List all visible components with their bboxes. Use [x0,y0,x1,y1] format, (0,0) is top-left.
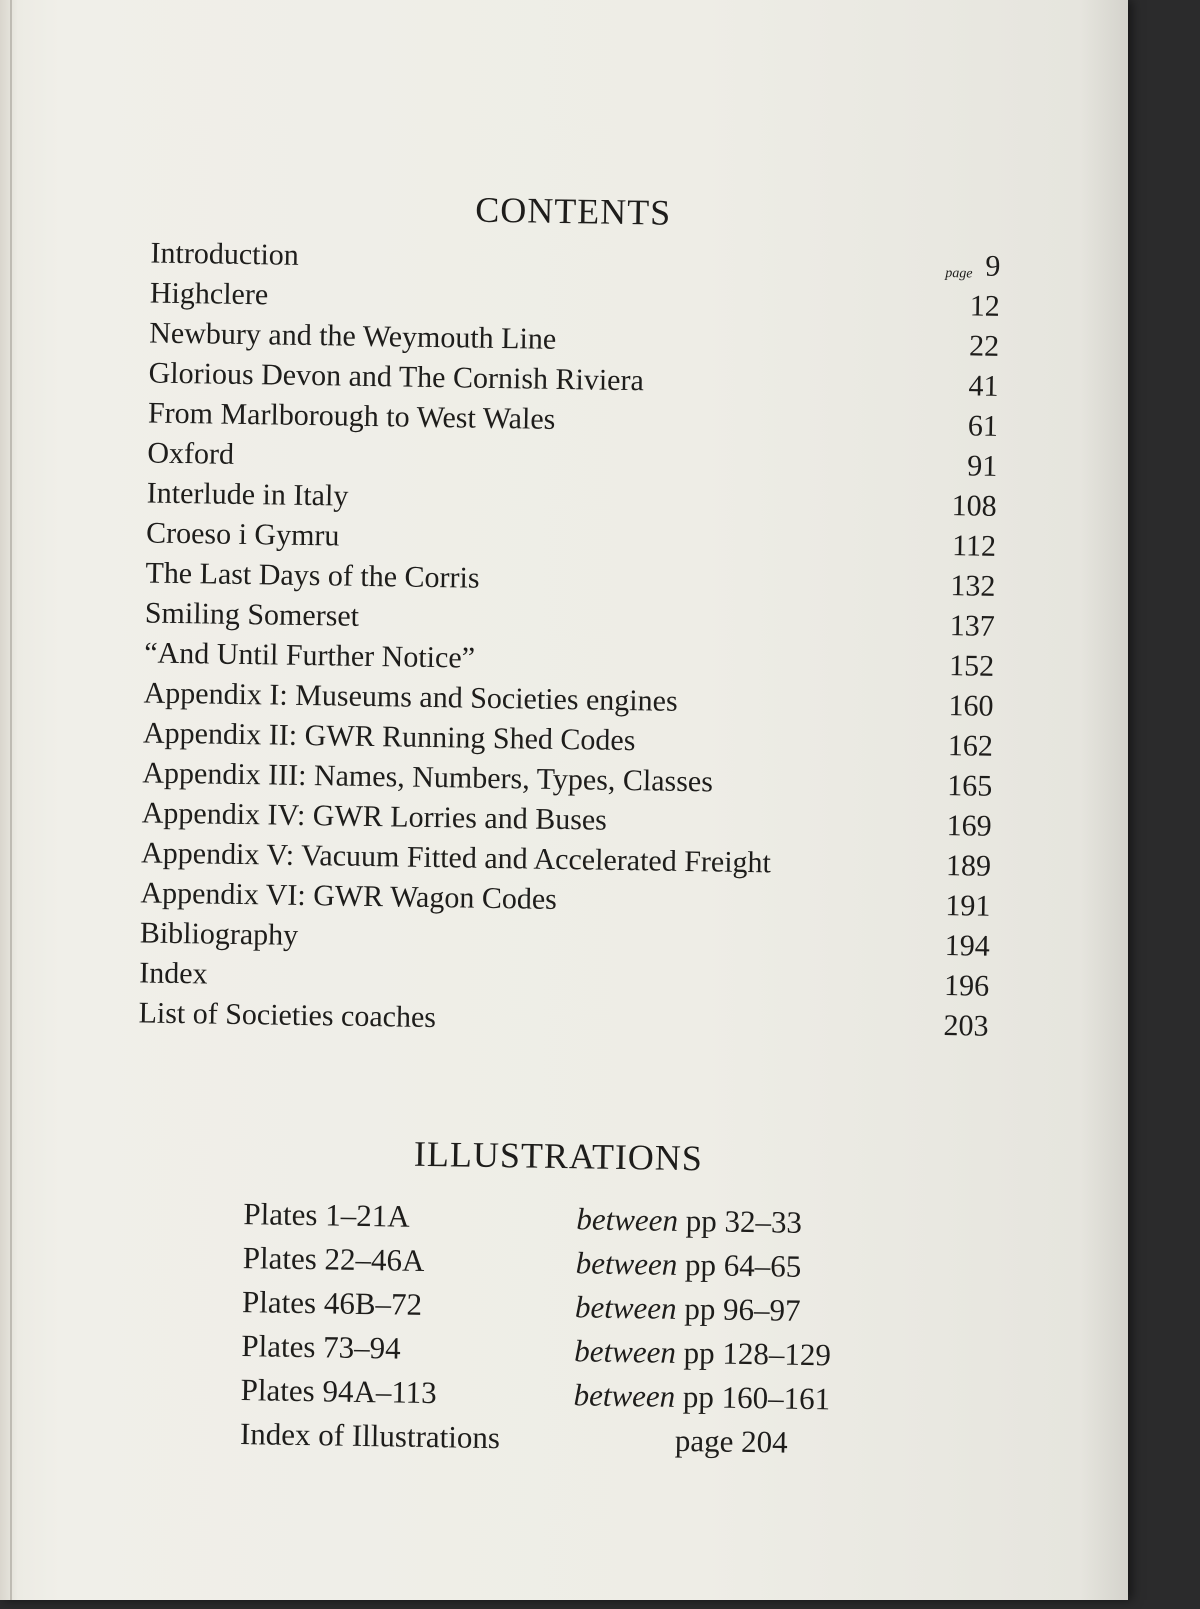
toc-entry-page: 61 [967,409,999,443]
toc-entry-title: The Last Days of the Corris [145,556,480,595]
plate-page-range: pp 64–65 [684,1247,802,1284]
toc-entry-title: Glorious Devon and The Cornish Riviera [148,356,645,398]
toc-entry-page: 112 [951,529,997,563]
toc-entry-page: 12 [969,289,1001,323]
illustrations-list [240,1192,864,1466]
plate-page-range: pp 128–129 [683,1335,832,1373]
illustrations-heading: ILLUSTRATIONS [413,1133,704,1179]
toc-entry-page: 152 [948,649,995,683]
toc-entry-page: 91 [967,449,998,483]
toc-entry-title: Croeso i Gymru [145,516,340,553]
plate-pages [573,1373,830,1421]
toc-entry-page: 191 [945,889,991,923]
toc-entry-page: 108 [951,489,997,523]
toc-entry-title: Smiling Somerset [144,596,360,633]
plate-page-range: pp 96–97 [684,1291,801,1328]
toc-entry-title: List of Societies coaches [138,996,437,1035]
toc-entry-title: Interlude in Italy [146,476,349,513]
between-word: between [574,1289,677,1326]
toc-entry-title: “And Until Further Notice” [143,636,476,675]
toc-entry-title: Index [138,956,208,991]
toc-entry-title: Appendix VI: GWR Wagon Codes [140,876,558,916]
between-word: between [576,1201,679,1238]
toc-entry-page: 132 [950,569,996,603]
toc-entry-page: 203 [943,1009,989,1043]
toc-entry-title: Appendix IV: GWR Lorries and Buses [141,796,608,837]
plate-pages [575,1241,801,1289]
toc-entry-title: Appendix II: GWR Running Shed Codes [142,716,636,758]
plate-pages [576,1197,802,1245]
between-word: between [574,1333,677,1370]
toc-entry-title: Newbury and the Weymouth Line [149,316,557,356]
toc-entry-page: 41 [968,369,999,403]
plate-range: Plates 46B–72 [241,1284,423,1322]
toc-entry-title: Highclere [149,276,269,312]
toc-entry-title: Appendix I: Museums and Societies engines [143,676,678,718]
toc-entry-title: Appendix III: Names, Numbers, Types, Classes [142,756,714,799]
illustrations-index-label: Index of Illustrations [239,1416,501,1456]
page-column-label: page [945,265,973,282]
toc-entry-title: Oxford [147,436,235,471]
toc-entry-page: 196 [943,969,990,1003]
toc-entry-page: 194 [944,929,991,963]
plate-range: Plates 1–21A [243,1196,410,1234]
between-word: between [573,1377,676,1414]
toc-entry-page: 162 [947,729,994,763]
toc-entry-title: Introduction [150,236,300,272]
toc-entry-title: Bibliography [139,916,299,952]
contents-list [138,234,1000,1047]
toc-entry-page: 165 [947,769,993,803]
plate-page-range: pp 32–33 [685,1203,803,1240]
plate-pages [575,1285,801,1333]
illustrations-index-page: page 204 [674,1422,788,1460]
toc-entry-page: 160 [948,689,994,723]
contents-heading: CONTENTS [474,189,672,233]
plate-range: Plates 94A–113 [240,1372,437,1411]
plate-range: Plates 73–94 [241,1328,401,1366]
toc-entry-page: 22 [968,329,1000,363]
toc-entry-page: 169 [946,809,992,843]
between-word: between [575,1245,678,1282]
toc-entry-title: Appendix V: Vacuum Fitted and Accelerated Freight [140,836,772,880]
plate-page-range: pp 160–161 [682,1379,831,1417]
toc-entry-title: From Marlborough to West Wales [147,396,556,436]
toc-entry-page: 9 [985,249,1001,283]
plate-pages [574,1329,831,1377]
illustrations-index-entry [240,1412,861,1466]
plate-range: Plates 22–46A [242,1240,425,1278]
toc-entry-page: 137 [949,609,996,643]
toc-entry-page: 189 [945,849,992,883]
